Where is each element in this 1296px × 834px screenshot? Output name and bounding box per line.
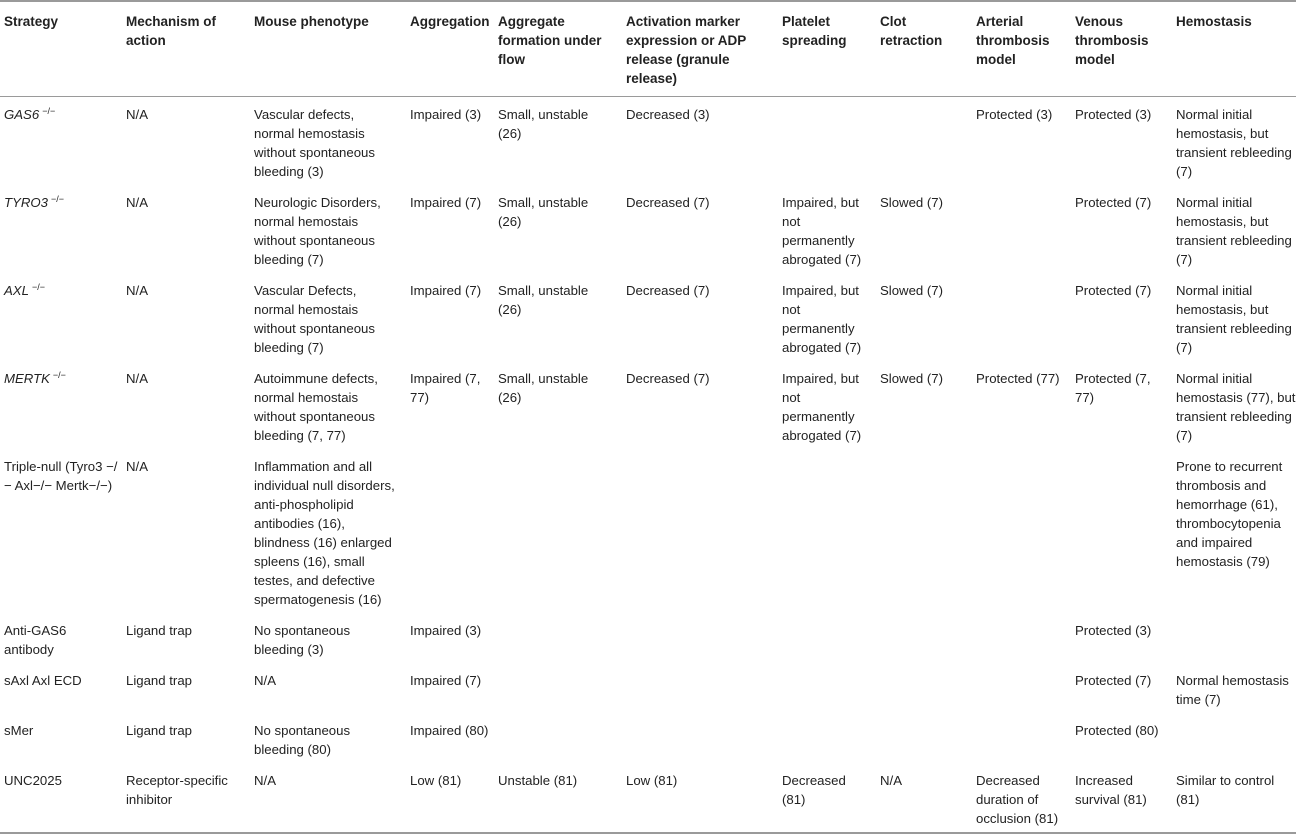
cell-activation: Decreased (7) bbox=[626, 283, 710, 298]
header-venous: Venous thrombosis model bbox=[1075, 14, 1149, 67]
cell-activation bbox=[626, 713, 782, 763]
genotype-superscript: −/− bbox=[31, 281, 45, 292]
cell-strategy bbox=[0, 97, 126, 186]
cell-spreading bbox=[782, 449, 880, 613]
cell-strategy bbox=[0, 663, 126, 713]
table-row bbox=[0, 185, 1296, 273]
cell-aggregation: Impaired (80) bbox=[410, 723, 489, 738]
cell-hemostasis bbox=[1176, 613, 1296, 663]
header-aggregation: Aggregation bbox=[410, 14, 490, 29]
cell-arterial bbox=[976, 713, 1075, 763]
genotype-superscript: −/− bbox=[50, 193, 64, 204]
header-arterial: Arterial thrombosis model bbox=[976, 14, 1050, 67]
cell-aggregation: Impaired (3) bbox=[410, 623, 482, 638]
cell-aggregation bbox=[410, 449, 498, 613]
cell-venous: Protected (3) bbox=[1075, 107, 1152, 122]
genotype-superscript: −/− bbox=[52, 369, 66, 380]
cell-hemostasis: Normal initial hemostasis, but transient rebleeding (7) bbox=[1176, 195, 1292, 267]
table-row bbox=[0, 449, 1296, 613]
strategy-label: AXL bbox=[4, 283, 29, 298]
cell-spreading: Impaired, but not permanently abrogated (7) bbox=[782, 283, 862, 355]
cell-flow bbox=[498, 663, 626, 713]
cell-venous: Protected (7) bbox=[1075, 283, 1152, 298]
cell-venous: Protected (3) bbox=[1075, 623, 1152, 638]
cell-strategy bbox=[0, 361, 126, 449]
table-row bbox=[0, 613, 1296, 663]
cell-spreading bbox=[782, 97, 880, 186]
cell-hemostasis: Similar to control (81) bbox=[1176, 773, 1275, 807]
cell-flow: Unstable (81) bbox=[498, 773, 578, 788]
cell-mechanism: N/A bbox=[126, 107, 148, 122]
table-row bbox=[0, 663, 1296, 713]
cell-phenotype: Inflammation and all individual null disorders, anti-phospholipid antibodies (16), blindness (16) enlarged spleens (16), small testes, and defective spermatogenesis (16) bbox=[254, 459, 395, 607]
cell-mechanism: N/A bbox=[126, 283, 148, 298]
strategy-label: sAxl Axl ECD bbox=[4, 673, 82, 688]
header-mechanism: Mechanism of action bbox=[126, 14, 217, 48]
cell-retraction: N/A bbox=[880, 773, 902, 788]
cell-retraction bbox=[880, 449, 976, 613]
cell-activation bbox=[626, 613, 782, 663]
table-row bbox=[0, 713, 1296, 763]
cell-phenotype: No spontaneous bleeding (3) bbox=[254, 623, 351, 657]
cell-retraction bbox=[880, 663, 976, 713]
cell-activation: Decreased (7) bbox=[626, 371, 710, 386]
header-spreading: Platelet spreading bbox=[782, 14, 847, 48]
cell-spreading: Decreased (81) bbox=[782, 773, 846, 807]
cell-mechanism: Ligand trap bbox=[126, 673, 192, 688]
cell-activation: Decreased (3) bbox=[626, 107, 710, 122]
strategy-label: TYRO3 bbox=[4, 195, 48, 210]
cell-spreading: Impaired, but not permanently abrogated (7) bbox=[782, 371, 862, 443]
cell-phenotype: No spontaneous bleeding (80) bbox=[254, 723, 351, 757]
cell-aggregation: Impaired (7) bbox=[410, 195, 482, 210]
cell-venous bbox=[1075, 449, 1176, 613]
cell-flow: Small, unstable (26) bbox=[498, 283, 589, 317]
header-strategy: Strategy bbox=[4, 14, 59, 29]
cell-aggregation: Impaired (7) bbox=[410, 673, 482, 688]
cell-arterial: Protected (77) bbox=[976, 371, 1060, 386]
cell-activation bbox=[626, 663, 782, 713]
cell-venous: Protected (80) bbox=[1075, 723, 1159, 738]
cell-flow bbox=[498, 713, 626, 763]
strategy-label: Anti-GAS6 antibody bbox=[4, 623, 67, 657]
cell-venous: Increased survival (81) bbox=[1075, 773, 1147, 807]
cell-strategy bbox=[0, 613, 126, 663]
cell-phenotype: Autoimmune defects, normal hemostais without spontaneous bleeding (7, 77) bbox=[254, 371, 378, 443]
cell-activation: Low (81) bbox=[626, 773, 678, 788]
cell-mechanism: Ligand trap bbox=[126, 723, 192, 738]
genotype-superscript: −/− bbox=[42, 105, 56, 116]
strategy-label: GAS6 bbox=[4, 107, 40, 122]
cell-mechanism: Ligand trap bbox=[126, 623, 192, 638]
table-row bbox=[0, 361, 1296, 449]
cell-arterial bbox=[976, 663, 1075, 713]
strategy-label: Triple-null (Tyro3 −/− Axl−/− Mertk−/−) bbox=[4, 459, 118, 493]
strategy-label: MERTK bbox=[4, 371, 50, 386]
cell-retraction bbox=[880, 97, 976, 186]
cell-hemostasis: Normal initial hemostasis, but transient rebleeding (7) bbox=[1176, 283, 1292, 355]
cell-spreading bbox=[782, 613, 880, 663]
cell-flow bbox=[498, 613, 626, 663]
cell-strategy bbox=[0, 449, 126, 613]
cell-hemostasis: Normal hemostasis time (7) bbox=[1176, 673, 1289, 707]
cell-venous: Protected (7) bbox=[1075, 195, 1152, 210]
cell-strategy bbox=[0, 713, 126, 763]
header-hemostasis: Hemostasis bbox=[1176, 14, 1252, 29]
cell-arterial bbox=[976, 449, 1075, 613]
cell-aggregation: Low (81) bbox=[410, 773, 462, 788]
header-row bbox=[0, 1, 1296, 97]
cell-mechanism: N/A bbox=[126, 459, 148, 474]
cell-flow bbox=[498, 449, 626, 613]
cell-hemostasis bbox=[1176, 713, 1296, 763]
cell-aggregation: Impaired (7, 77) bbox=[410, 371, 481, 405]
cell-venous: Protected (7) bbox=[1075, 673, 1152, 688]
cell-aggregation: Impaired (3) bbox=[410, 107, 482, 122]
cell-arterial bbox=[976, 185, 1075, 273]
cell-phenotype: N/A bbox=[254, 673, 276, 688]
table-row bbox=[0, 97, 1296, 186]
cell-arterial bbox=[976, 613, 1075, 663]
cell-hemostasis: Normal initial hemostasis, but transient rebleeding (7) bbox=[1176, 107, 1292, 179]
cell-phenotype: Neurologic Disorders, normal hemostais without spontaneous bleeding (7) bbox=[254, 195, 381, 267]
cell-retraction bbox=[880, 713, 976, 763]
strategy-label: sMer bbox=[4, 723, 34, 738]
cell-activation bbox=[626, 449, 782, 613]
cell-flow: Small, unstable (26) bbox=[498, 195, 589, 229]
cell-retraction bbox=[880, 613, 976, 663]
cell-activation: Decreased (7) bbox=[626, 195, 710, 210]
cell-phenotype: N/A bbox=[254, 773, 276, 788]
header-phenotype: Mouse phenotype bbox=[254, 14, 369, 29]
cell-arterial: Decreased duration of occlusion (81) bbox=[976, 773, 1059, 826]
table-row bbox=[0, 763, 1296, 833]
cell-arterial: Protected (3) bbox=[976, 107, 1053, 122]
cell-strategy bbox=[0, 185, 126, 273]
cell-strategy bbox=[0, 273, 126, 361]
table-row bbox=[0, 273, 1296, 361]
cell-mechanism: N/A bbox=[126, 371, 148, 386]
cell-spreading bbox=[782, 663, 880, 713]
cell-mechanism: Receptor-specific inhibitor bbox=[126, 773, 228, 807]
cell-phenotype: Vascular Defects, normal hemostais without spontaneous bleeding (7) bbox=[254, 283, 375, 355]
cell-arterial bbox=[976, 273, 1075, 361]
strategy-label: UNC2025 bbox=[4, 773, 62, 788]
header-retraction: Clot retraction bbox=[880, 14, 943, 48]
cell-flow: Small, unstable (26) bbox=[498, 371, 589, 405]
header-flow: Aggregate formation under flow bbox=[498, 14, 602, 67]
cell-retraction: Slowed (7) bbox=[880, 371, 944, 386]
cell-hemostasis: Prone to recurrent thrombosis and hemorrhage (61), thrombocytopenia and impaired hemostasis (79) bbox=[1176, 459, 1283, 569]
cell-aggregation: Impaired (7) bbox=[410, 283, 482, 298]
cell-phenotype: Vascular defects, normal hemostasis without spontaneous bleeding (3) bbox=[254, 107, 375, 179]
cell-hemostasis: Normal initial hemostasis (77), but transient rebleeding (7) bbox=[1176, 371, 1296, 443]
cell-mechanism: N/A bbox=[126, 195, 148, 210]
header-activation: Activation marker expression or ADP release (granule release) bbox=[626, 14, 747, 86]
cell-venous: Protected (7, 77) bbox=[1075, 371, 1151, 405]
cell-retraction: Slowed (7) bbox=[880, 283, 944, 298]
cell-flow: Small, unstable (26) bbox=[498, 107, 589, 141]
cell-spreading: Impaired, but not permanently abrogated (7) bbox=[782, 195, 862, 267]
cell-spreading bbox=[782, 713, 880, 763]
cell-retraction: Slowed (7) bbox=[880, 195, 944, 210]
cell-strategy bbox=[0, 763, 126, 833]
